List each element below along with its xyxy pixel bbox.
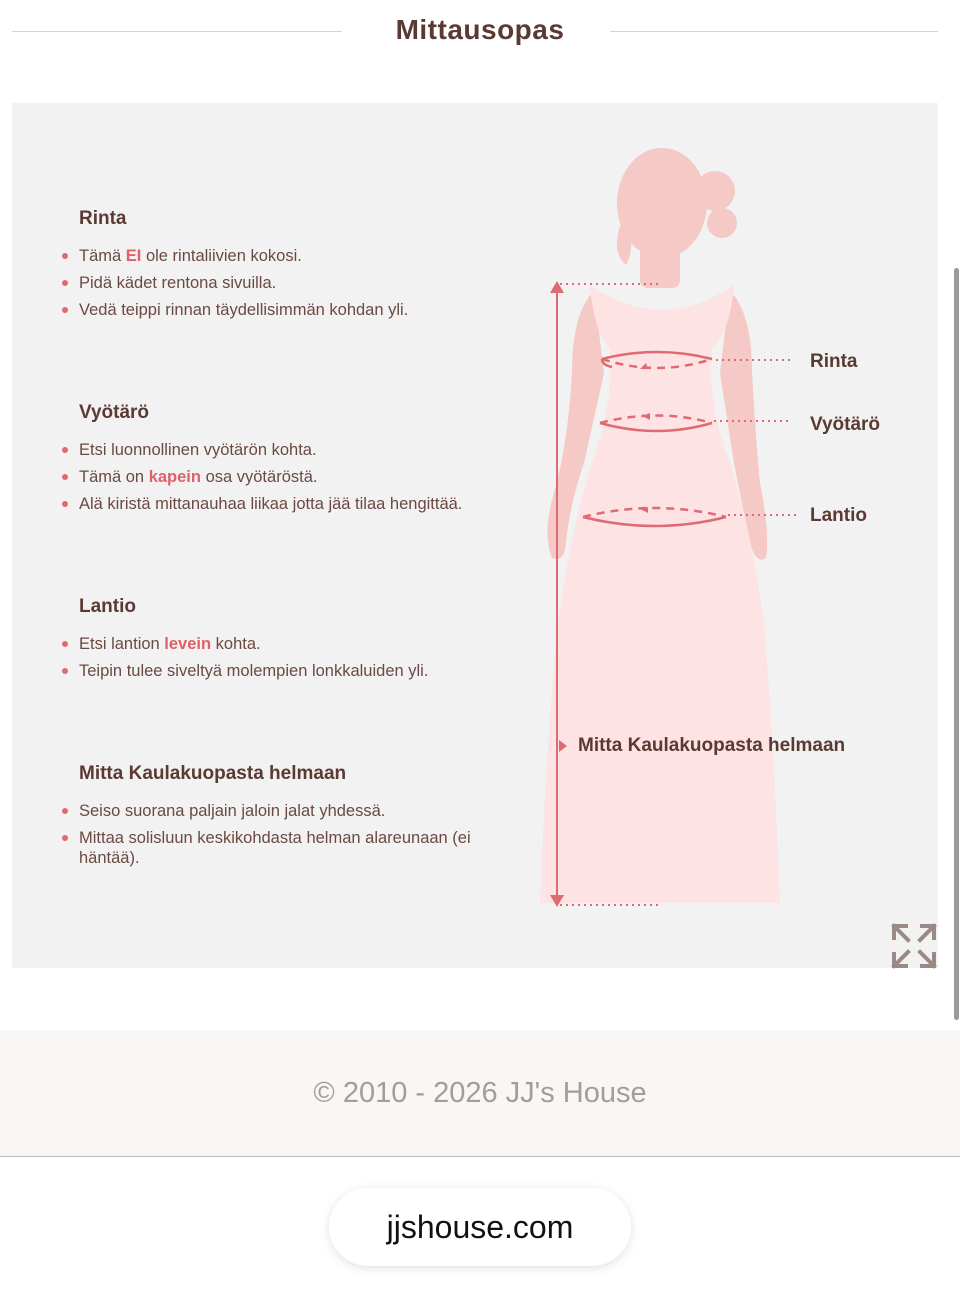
section-heading: Rinta bbox=[79, 208, 127, 229]
bullet-item: Seiso suorana paljain jaloin jalat yhdessä. bbox=[79, 801, 479, 821]
dress-silhouette-figure bbox=[12, 103, 938, 968]
site-footer bbox=[0, 1030, 960, 1157]
figure-label-bust: Rinta bbox=[810, 351, 858, 372]
section-heading: Vyötärö bbox=[79, 402, 150, 423]
figure-label-hollow-to-hem: Mitta Kaulakuopasta helmaan bbox=[578, 735, 846, 756]
bullet-item: Mittaa solisluun keskikohdasta helman alareunaan (ei häntää). bbox=[79, 828, 479, 868]
scrollbar[interactable] bbox=[954, 268, 959, 1020]
bullet-item: Tämä EI ole rintaliivien kokosi. bbox=[79, 246, 479, 266]
section-heading: Mitta Kaulakuopasta helmaan bbox=[79, 763, 347, 784]
figure-label-waist: Vyötärö bbox=[810, 414, 881, 435]
url-text: jjshouse.com bbox=[386, 1209, 574, 1245]
arrow-up-icon bbox=[550, 281, 564, 293]
measurement-guide-panel bbox=[12, 103, 938, 968]
bullet-item: Teipin tulee siveltyä molempien lonkkaluiden yli. bbox=[79, 661, 479, 681]
bullet-item: Tämä on kapein osa vyötäröstä. bbox=[79, 467, 479, 487]
bullet-item: Vedä teippi rinnan täydellisimmän kohdan yli. bbox=[79, 300, 479, 320]
page-title: Mittausopas bbox=[395, 14, 565, 45]
section-heading: Lantio bbox=[79, 596, 136, 617]
expand-button[interactable] bbox=[890, 922, 938, 970]
header-divider-right bbox=[610, 31, 938, 32]
bullet-item: Etsi luonnollinen vyötärön kohta. bbox=[79, 440, 479, 460]
browser-address-bar[interactable] bbox=[329, 1188, 631, 1266]
bullet-item: Etsi lantion levein kohta. bbox=[79, 634, 479, 654]
copyright-text: © 2010 - 2026 JJ's House bbox=[313, 1077, 647, 1109]
page-header bbox=[0, 0, 960, 70]
bullet-item: Pidä kädet rentona sivuilla. bbox=[79, 273, 479, 293]
silhouette-head bbox=[617, 148, 737, 288]
bullet-item: Alä kiristä mittanauhaa liikaa jotta jää tilaa hengittää. bbox=[79, 494, 479, 514]
expand-icon bbox=[890, 922, 938, 970]
figure-label-hips: Lantio bbox=[810, 505, 867, 526]
